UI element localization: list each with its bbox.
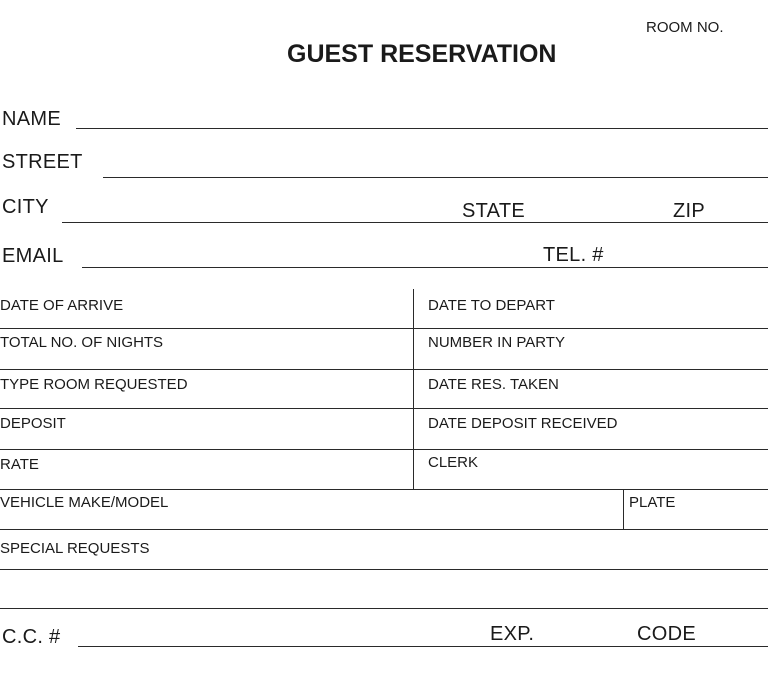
room-no-label: ROOM NO. — [646, 19, 724, 36]
tel-label: TEL. # — [543, 244, 604, 266]
city-label: CITY — [2, 196, 49, 218]
total-nights-label: TOTAL NO. OF NIGHTS — [0, 334, 164, 351]
deposit-label: DEPOSIT — [0, 415, 66, 432]
exp-label: EXP. — [490, 623, 535, 645]
date-deposit-received-label: DATE DEPOSIT RECEIVED — [428, 415, 618, 432]
plate-label: PLATE — [629, 494, 676, 511]
email-line[interactable] — [82, 267, 768, 268]
row-divider — [0, 449, 768, 450]
state-label: STATE — [462, 200, 525, 222]
date-res-taken-label: DATE RES. TAKEN — [428, 376, 559, 393]
rate-label: RATE — [0, 456, 39, 473]
date-depart-label: DATE TO DEPART — [428, 297, 555, 314]
row-divider — [0, 369, 768, 370]
name-label: NAME — [2, 108, 61, 130]
street-line[interactable] — [103, 177, 768, 178]
row-divider — [0, 489, 768, 490]
special-requests-line-2[interactable] — [0, 608, 768, 609]
grid-divider — [413, 289, 414, 489]
special-requests-line[interactable] — [0, 569, 768, 570]
row-divider — [0, 408, 768, 409]
clerk-label: CLERK — [428, 454, 479, 471]
name-line[interactable] — [76, 128, 768, 129]
number-in-party-label: NUMBER IN PARTY — [428, 334, 565, 351]
special-requests-label: SPECIAL REQUESTS — [0, 540, 150, 557]
street-label: STREET — [2, 151, 83, 173]
cc-label: C.C. # — [2, 626, 61, 648]
row-divider — [0, 529, 768, 530]
plate-divider — [623, 490, 624, 529]
code-label: CODE — [637, 623, 696, 645]
vehicle-label: VEHICLE MAKE/MODEL — [0, 494, 169, 511]
date-arrive-label: DATE OF ARRIVE — [0, 297, 124, 314]
zip-label: ZIP — [673, 200, 706, 222]
form-title: GUEST RESERVATION — [287, 40, 557, 68]
row-divider — [0, 328, 768, 329]
city-line[interactable] — [62, 222, 768, 223]
type-room-label: TYPE ROOM REQUESTED — [0, 376, 188, 393]
email-label: EMAIL — [2, 245, 64, 267]
cc-line[interactable] — [78, 646, 768, 647]
